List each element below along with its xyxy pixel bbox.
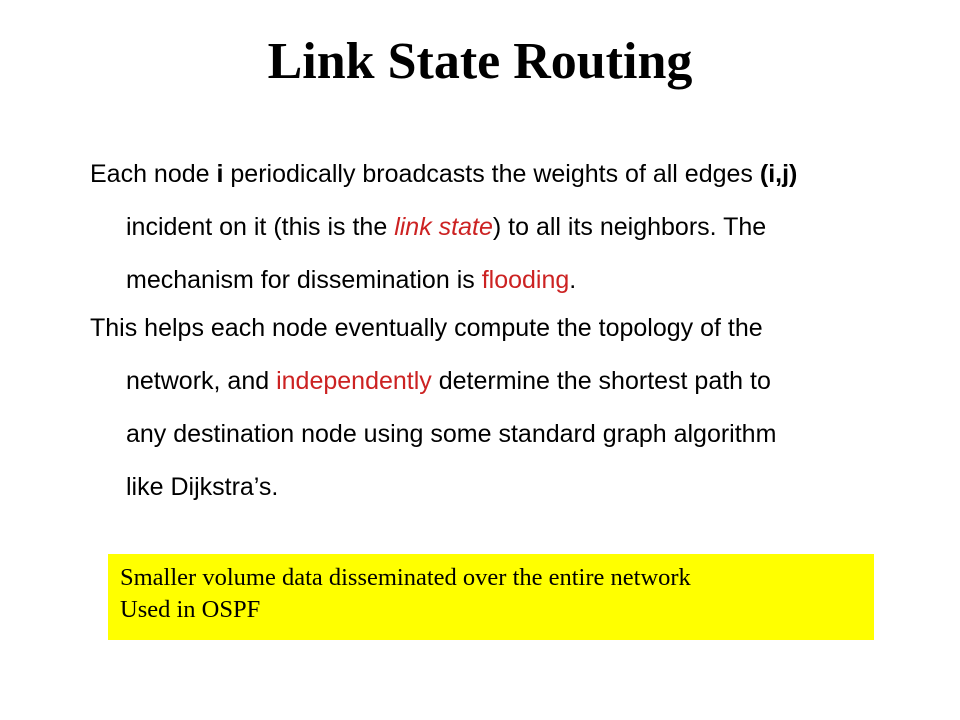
highlight-note-box	[108, 554, 874, 640]
note-line: Smaller volume data disseminated over the entire network	[120, 564, 691, 591]
text-run: .	[569, 266, 577, 294]
text-run: periodically broadcasts the weights of all edges	[223, 160, 760, 188]
slide-title: Link State Routing	[267, 33, 693, 90]
text-run: ) to all its neighbors. The	[492, 213, 767, 241]
text-run: Each node	[90, 160, 217, 188]
text-run: any destination node using some standard graph algorithm	[126, 420, 777, 448]
text-run: like Dijkstra’s.	[126, 473, 279, 501]
paragraph-line	[90, 201, 880, 254]
text-run: This helps each node eventually compute the topology of the	[90, 314, 763, 342]
paragraph-line	[90, 408, 880, 461]
paragraph-line	[90, 355, 880, 408]
paragraph-line	[90, 302, 880, 355]
link-state-term: link state	[394, 213, 493, 241]
paragraph-line	[90, 461, 880, 514]
flooding-term: flooding	[481, 266, 570, 294]
text-run: mechanism for dissemination is	[126, 266, 482, 294]
note-line: Used in OSPF	[120, 596, 261, 623]
paragraph-link-state	[90, 148, 880, 307]
paragraph-line	[90, 148, 880, 201]
node-variable-i: i	[216, 160, 224, 188]
text-run: incident on it (this is the	[126, 213, 395, 241]
text-run: network, and	[126, 367, 277, 395]
edge-variable-ij: (i,j)	[759, 160, 798, 188]
paragraph-line	[90, 254, 880, 307]
paragraph-topology	[90, 302, 880, 514]
independently-term: independently	[276, 367, 432, 395]
text-run: determine the shortest path to	[431, 367, 771, 395]
